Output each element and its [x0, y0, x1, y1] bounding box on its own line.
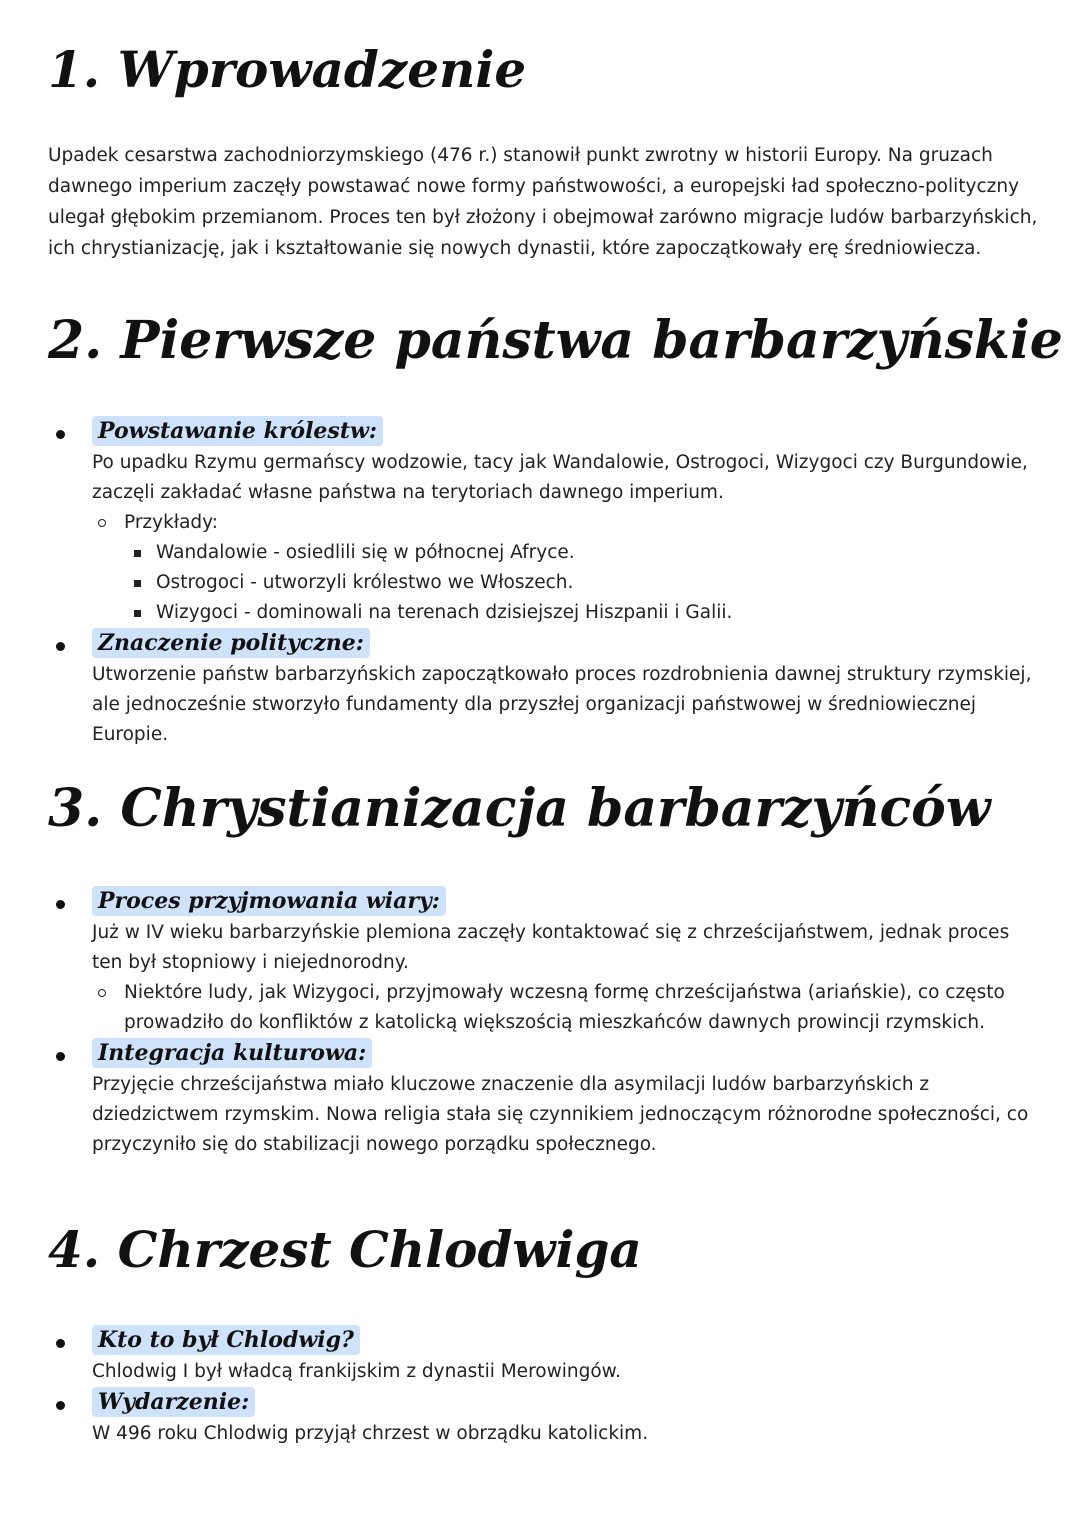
- bullet-icon: [56, 1052, 65, 1061]
- bullet-text: Utworzenie państw barbarzyńskich zapoczątkowało proces rozdrobnienia dawnej struktury rzymskiej, ale jednocześnie stworzyło fundamenty dla przyszłej organizacji państwowej w średniowiecznej Europie.: [92, 664, 1032, 745]
- bullet-text: Chlodwig I był władcą frankijskim z dynastii Merowingów.: [92, 1361, 621, 1382]
- highlighted-label: Wydarzenie:: [92, 1387, 255, 1417]
- highlighted-label: Znaczenie polityczne:: [92, 628, 370, 658]
- list-item: [52, 628, 1032, 750]
- sub-list-item: [92, 508, 1032, 538]
- example-text: Ostrogoci - utworzyli królestwo we Włoszech.: [156, 572, 574, 593]
- clovis-list: [52, 1325, 1032, 1449]
- bullet-text: Po upadku Rzymu germańscy wodzowie, tacy jak Wandalowie, Ostrogoci, Wizygoci czy Burgundowie, zaczęli zakładać własne państwa na terytoriach dawnego imperium.: [92, 452, 1028, 503]
- highlighted-label: Powstawanie królestw:: [92, 416, 383, 446]
- section-title-barbarian-states: 2. Pierwsze państwa barbarzyńskie: [48, 310, 1063, 371]
- bullet-text: Już w IV wieku barbarzyńskie plemiona zaczęły kontaktować się z chrześcijaństwem, jednak proces ten był stopniowy i niejednorodny.: [92, 922, 1010, 973]
- bullet-icon: [56, 900, 65, 909]
- bullet-icon: [56, 1339, 65, 1348]
- example-item: [92, 598, 1032, 628]
- christianization-list: [52, 886, 1032, 1160]
- example-text: Wandalowie - osiedlili się w północnej Afryce.: [156, 542, 575, 563]
- section-title-clovis-baptism: 4. Chrzest Chlodwiga: [48, 1220, 642, 1279]
- list-item: [52, 1387, 1032, 1449]
- highlighted-label: Kto to był Chlodwig?: [92, 1325, 360, 1355]
- sub-list-item: [92, 978, 1032, 1038]
- barbarian-states-list: [52, 416, 1032, 750]
- bullet-text: Przyjęcie chrześcijaństwa miało kluczowe znaczenie dla asymilacji ludów barbarzyńskich z dziedzictwem rzymskim. Nowa religia stała się czynnikiem jednoczącym różnorodne społeczności, co przyczyniło się do stabilizacji nowego porządku społecznego.: [92, 1074, 1029, 1155]
- example-item: [92, 538, 1032, 568]
- section-title-christianization: 3. Chrystianizacja barbarzyńców: [48, 778, 991, 839]
- sub-label: Przykłady:: [124, 512, 218, 533]
- list-item: [52, 1325, 1032, 1387]
- circle-bullet-icon: [98, 519, 106, 527]
- section-title-introduction: 1. Wprowadzenie: [48, 40, 527, 99]
- square-bullet-icon: [134, 550, 141, 557]
- bullet-text: W 496 roku Chlodwig przyjął chrzest w obrządku katolickim.: [92, 1423, 649, 1444]
- square-bullet-icon: [134, 580, 141, 587]
- list-item: [52, 416, 1032, 628]
- introduction-paragraph: Upadek cesarstwa zachodniorzymskiego (476 r.) stanowił punkt zwrotny w historii Europy. Na gruzach dawnego imperium zaczęły powstawać nowe formy państwowości, a europejski ład społeczno-polityczny ulegał głębokim przemianom. Proces ten był złożony i obejmował zarówno migracje ludów barbarzyńskich, ich chrystianizację, jak i kształtowanie się nowych dynastii, które zapoczątkowały erę średniowiecza.: [48, 145, 1038, 259]
- circle-bullet-icon: [98, 989, 106, 997]
- example-item: [92, 568, 1032, 598]
- square-bullet-icon: [134, 610, 141, 617]
- bullet-icon: [56, 430, 65, 439]
- list-item: [52, 1038, 1032, 1160]
- example-text: Wizygoci - dominowali na terenach dzisiejszej Hiszpanii i Galii.: [156, 602, 733, 623]
- bullet-icon: [56, 1401, 65, 1410]
- sub-text: Niektóre ludy, jak Wizygoci, przyjmowały wczesną formę chrześcijaństwa (ariańskie), co często prowadziło do konfliktów z katolicką większością mieszkańców dawnych prowincji rzymskich.: [124, 982, 1005, 1033]
- highlighted-label: Proces przyjmowania wiary:: [92, 886, 446, 916]
- highlighted-label: Integracja kulturowa:: [92, 1038, 372, 1068]
- list-item: [52, 886, 1032, 1038]
- bullet-icon: [56, 642, 65, 651]
